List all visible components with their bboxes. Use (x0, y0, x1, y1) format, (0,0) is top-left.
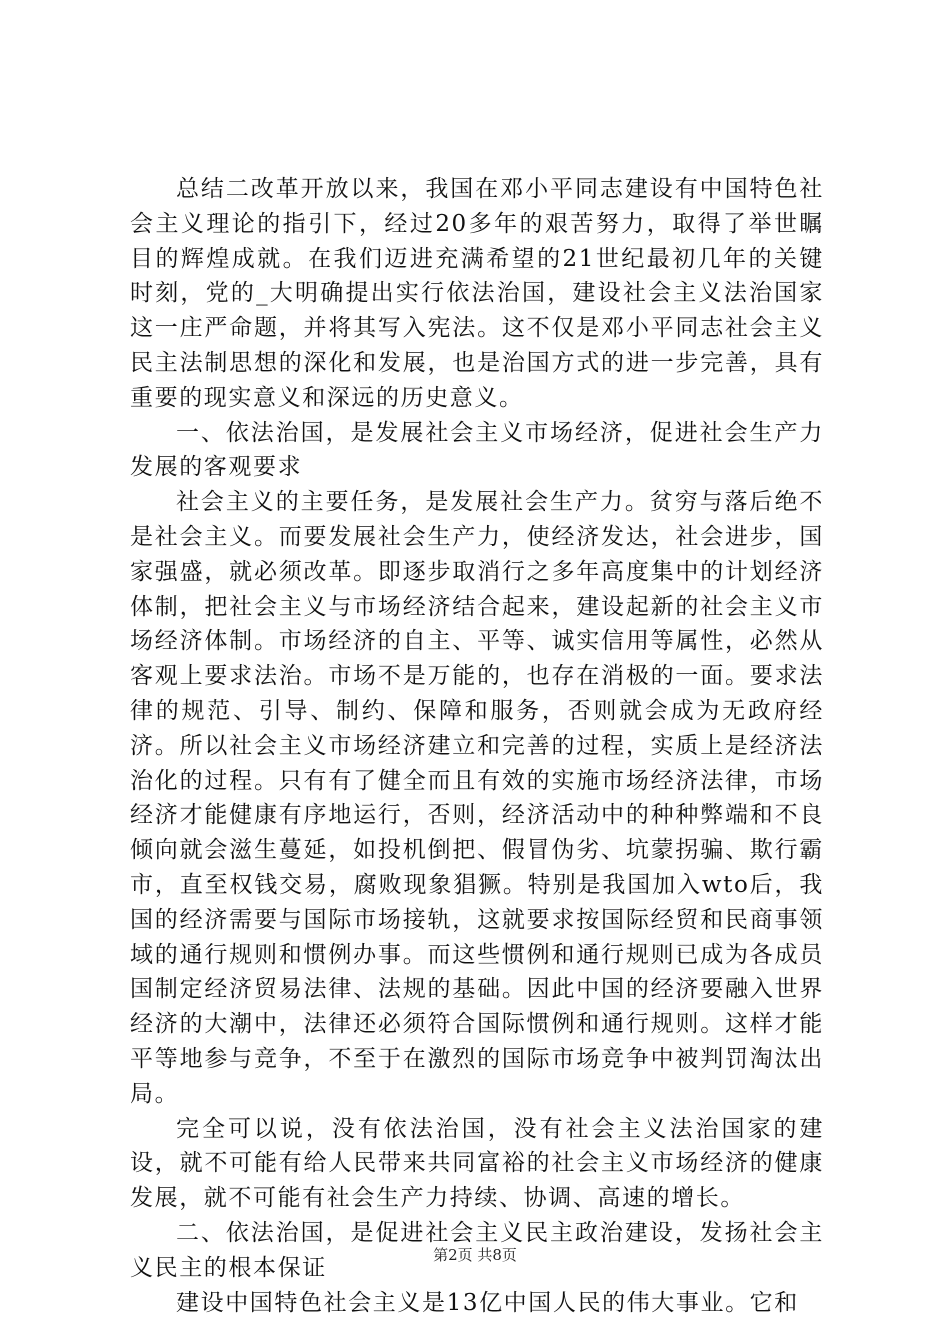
paragraph-democracy: 建设中国特色社会主义是13亿中国人民的伟大事业。它和 (176, 1289, 799, 1316)
paragraph-intro: 总结二改革开放以来，我国在邓小平同志建设有中国特色社会主义理论的指引下，经过20多年的艰苦努力，取得了举世瞩目的辉煌成就。在我们迈进充满希望的21世纪最初几年的关键时刻，党的_大明确提出实行依法治国，建设社会主义法治国家这一庄严命题，并将其写入宪法。这不仅是邓小平同志社会主义民主法制思想的深化和发展，也是治国方式的进一步完善，具有重要的现实意义和深远的历史意义。 (130, 176, 824, 411)
paragraph-conclusion-1: 完全可以说，没有依法治国，没有社会主义法治国家的建设，就不可能有给人民带来共同富裕的社会主义市场经济的健康发展，就不可能有社会生产力持续、协调、高速的增长。 (130, 1115, 824, 1212)
document-body (130, 172, 824, 1320)
section-heading-1: 一、依法治国，是发展社会主义市场经济，促进社会生产力发展的客观要求 (130, 419, 824, 481)
section-heading-2: 二、依法治国，是促进社会主义民主政治建设，发扬社会主义民主的根本保证 (130, 1219, 824, 1281)
page-number-footer: 第2页 共8页 (433, 1246, 517, 1264)
paragraph-market-economy: 社会主义的主要任务，是发展社会生产力。贫穷与落后绝不是社会主义。而要发展社会生产力，使经济发达，社会进步，国家强盛，就必须改革。即逐步取消行之多年高度集中的计划经济体制，把社会主义与市场经济结合起来，建设起新的社会主义市场经济体制。市场经济的自主、平等、诚实信用等属性，必然从客观上要求法治。市场不是万能的，也存在消极的一面。要求法律的规范、引导、制约、保障和服务，否则就会成为无政府经济。所以社会主义市场经济建立和完善的过程，实质上是经济法治化的过程。只有有了健全而且有效的实施市场经济法律，市场经济才能健康有序地运行，否则，经济活动中的种种弊端和不良倾向就会滋生蔓延，如投机倒把、假冒伪劣、坑蒙拐骗、欺行霸市，直至权钱交易，腐败现象猖獗。特别是我国加入wto后，我国的经济需要与国际市场接轨，这就要求按国际经贸和民商事领域的通行规则和惯例办事。而这些惯例和通行规则已成为各成员国制定经济贸易法律、法规的基础。因此中国的经济要融入世界经济的大潮中，法律还必须符合国际惯例和通行规则。这样才能平等地参与竞争，不至于在激烈的国际市场竞争中被判罚淘汰出局。 (130, 489, 824, 1107)
